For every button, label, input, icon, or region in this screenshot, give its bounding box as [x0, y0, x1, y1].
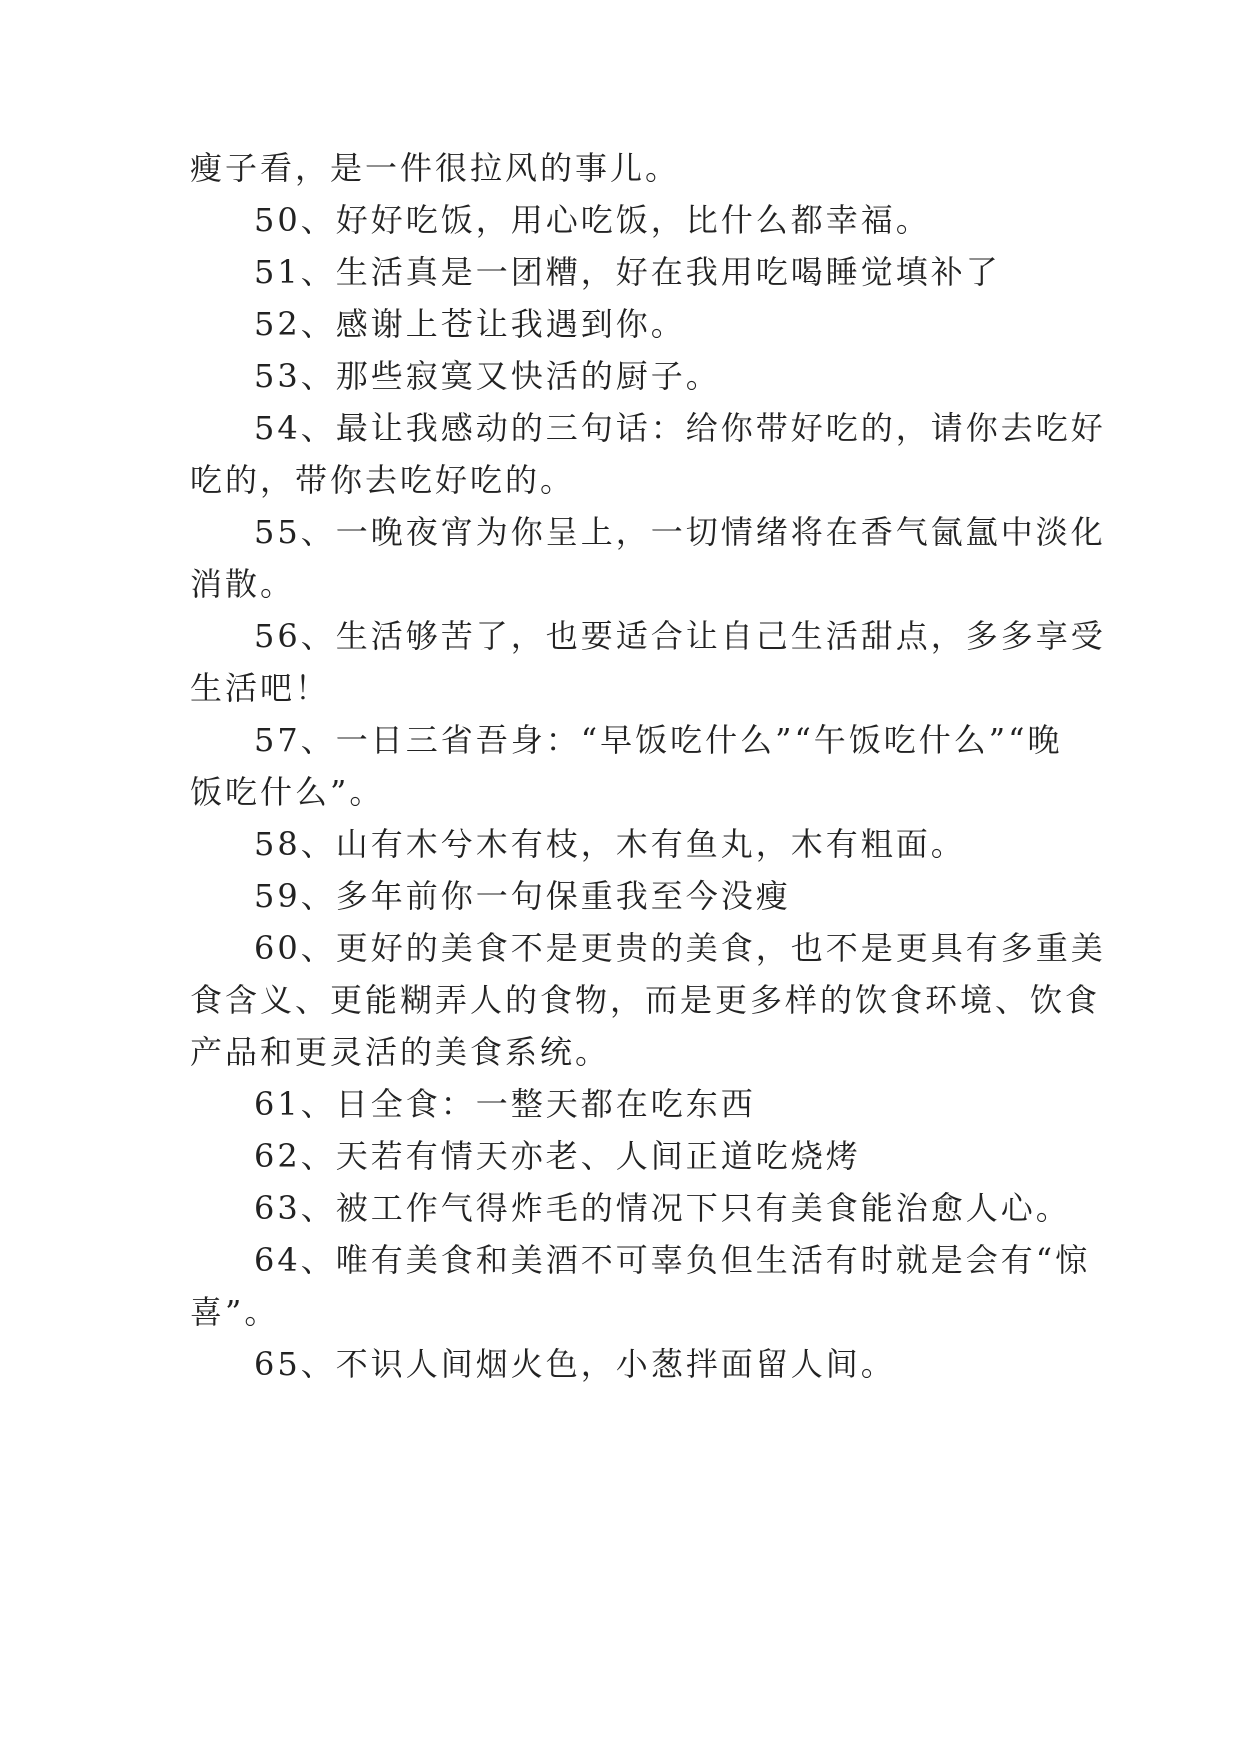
list-item-55: 55、一晚夜宵为你呈上，一切情绪将在香气氤氲中淡化 — [254, 513, 1106, 551]
list-item-57-continued: 饭吃什么”。 — [190, 773, 385, 811]
list-item-65: 65、不识人间烟火色，小葱拌面留人间。 — [254, 1345, 896, 1383]
list-item-50: 50、好好吃饭，用心吃饭，比什么都幸福。 — [254, 201, 931, 239]
list-item-51: 51、生活真是一团糟，好在我用吃喝睡觉填补了 — [254, 253, 1001, 291]
list-item-64-continued: 喜”。 — [190, 1293, 280, 1331]
list-item-60-continued: 产品和更灵活的美食系统。 — [190, 1033, 611, 1071]
list-item-62: 62、天若有情天亦老、人间正道吃烧烤 — [254, 1137, 861, 1175]
list-item-54: 54、最让我感动的三句话：给你带好吃的，请你去吃好 — [254, 409, 1106, 447]
list-item-57: 57、一日三省吾身：“早饭吃什么”“午饭吃什么”“晚 — [254, 721, 1063, 759]
list-item-63: 63、被工作气得炸毛的情况下只有美食能治愈人心。 — [254, 1189, 1071, 1227]
list-item-60-continued: 食含义、更能糊弄人的食物，而是更多样的饮食环境、饮食 — [190, 981, 1101, 1019]
list-item-52: 52、感谢上苍让我遇到你。 — [254, 305, 686, 343]
list-item-61: 61、日全食：一整天都在吃东西 — [254, 1085, 756, 1123]
list-item-60: 60、更好的美食不是更贵的美食，也不是更具有多重美 — [254, 929, 1106, 967]
text-line: 瘦子看，是一件很拉风的事儿。 — [190, 149, 681, 187]
list-item-53: 53、那些寂寞又快活的厨子。 — [254, 357, 721, 395]
list-item-56-continued: 生活吧！ — [190, 669, 331, 707]
list-item-59: 59、多年前你一句保重我至今没瘦 — [254, 877, 791, 915]
list-item-54-continued: 吃的，带你去吃好吃的。 — [190, 461, 576, 499]
list-item-55-continued: 消散。 — [190, 565, 296, 603]
list-item-58: 58、山有木兮木有枝，木有鱼丸，木有粗面。 — [254, 825, 966, 863]
list-item-56: 56、生活够苦了，也要适合让自己生活甜点，多多享受 — [254, 617, 1106, 655]
list-item-64: 64、唯有美食和美酒不可辜负但生活有时就是会有“惊 — [254, 1241, 1091, 1279]
